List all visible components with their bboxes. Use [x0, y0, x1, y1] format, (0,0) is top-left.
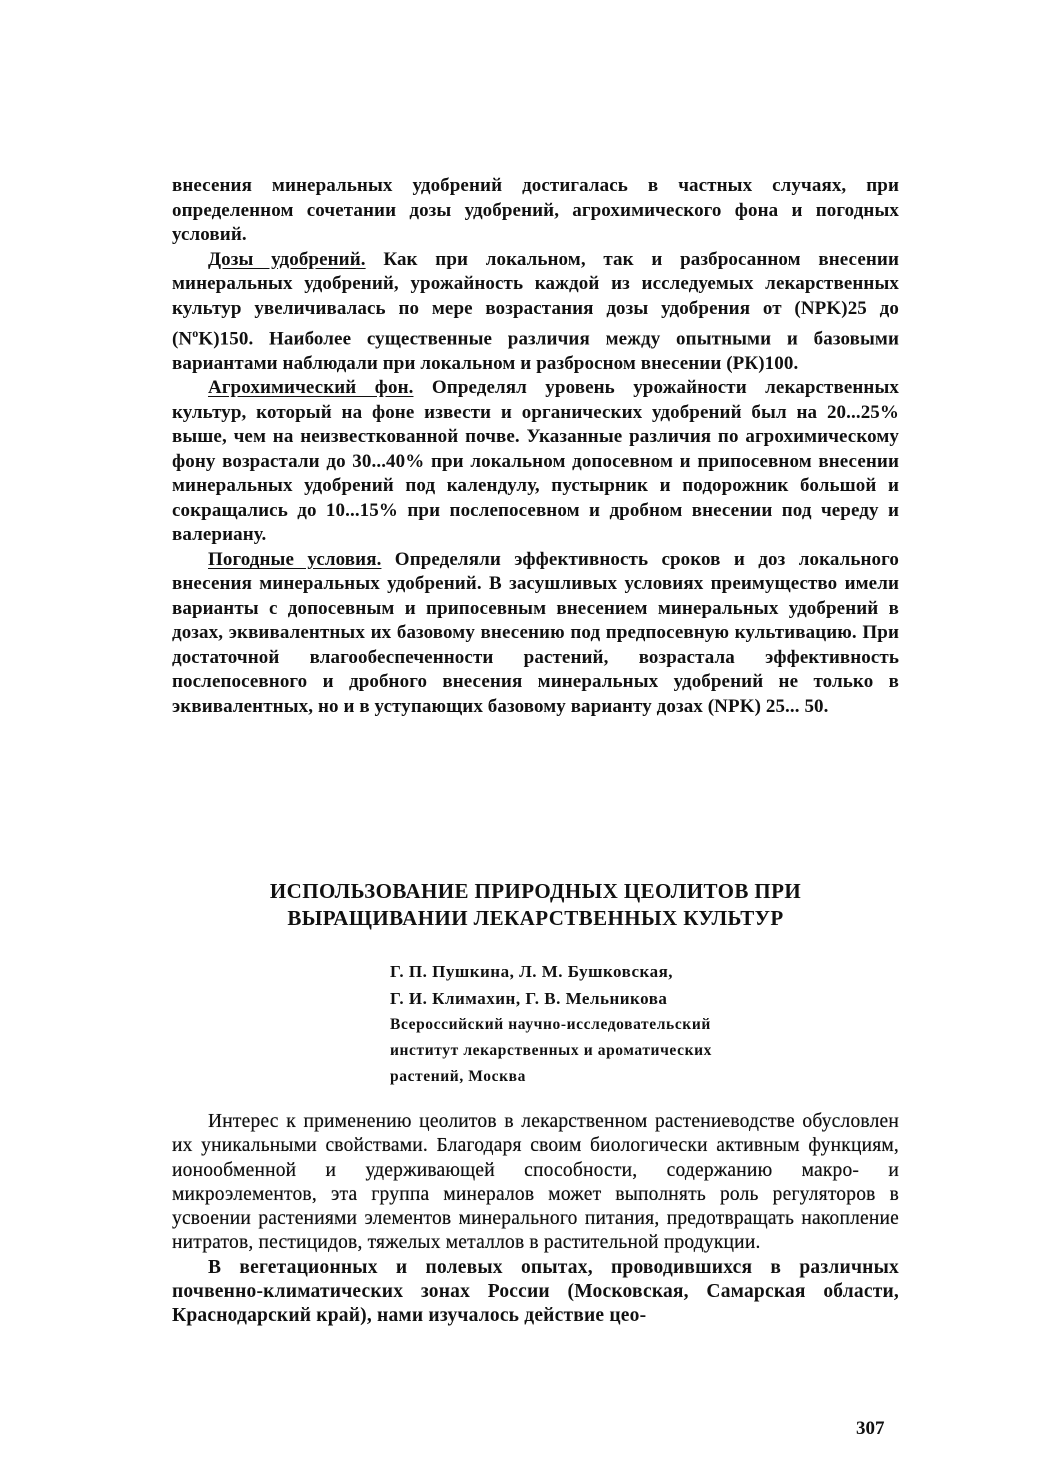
agrochem-heading: Агрохимический фон.: [208, 377, 414, 399]
weather-heading: Погодные условия.: [208, 548, 382, 570]
institute-line-2: институт лекарственных и ароматических: [390, 1042, 712, 1059]
intro-paragraph: внесения минеральных удобрений достигалась в частных случаях, при определенном сочетании дозы удобрений, агрохимического фона и погодных условий.: [172, 175, 899, 245]
top-text-section: [172, 174, 899, 719]
page-number: 307: [856, 1418, 885, 1439]
weather-paragraph: [172, 548, 899, 720]
article-body: [172, 1110, 899, 1329]
doses-heading: Дозы удобрений.: [208, 248, 366, 270]
title-line-1: ИСПОЛЬЗОВАНИЕ ПРИРОДНЫХ ЦЕОЛИТОВ ПРИ: [269, 879, 802, 903]
doses-text-after: K)150. Наиболее существенные различия между опытными и базовыми вариантами наблюдали при локальном и разбросном внесении (РК)100.: [172, 328, 899, 374]
body-paragraph-2: В вегетационных и полевых опытах, проводившихся в различных почвенно-климатических зонах России (Московская, Самарская области, Краснодарский край), нами изучалось действие цео-: [172, 1256, 899, 1327]
institute-line-1: Всероссийский научно-исследовательский: [390, 1016, 711, 1033]
authors-line-1: Г. П. Пушкина, Л. М. Бушковская,: [390, 962, 674, 981]
doses-paragraph: [172, 248, 899, 377]
body-paragraph-1: Интерес к применению цеолитов в лекарственном растениеводстве обусловлен их уникальными свойствами. Благодаря своим биологически активным функциям, ионообменной и удерживающей способности, содержанию макро- и микроэлементов, эта группа минералов может выполнять роль регуляторов в усвоении растениями элементов минерального питания, предотвращать накопление нитратов, пестицидов, тяжелых металлов в растительной продукции.: [172, 1111, 899, 1254]
title-line-2: ВЫРАЩИВАНИИ ЛЕКАРСТВЕННЫХ КУЛЬТУР: [287, 906, 784, 930]
doses-superscript: o: [192, 326, 199, 340]
article-title: [172, 878, 899, 932]
authors-block: [390, 958, 870, 1090]
doses-text: Как при локальном, так и разбросанном внесении минеральных удобрений, урожайность каждой из исследуемых лекарственных культур увеличивалась по мере возрастания дозы удобрения от (NPK)25 до (N: [172, 248, 899, 350]
agrochem-text: Определял уровень урожайности лекарственных культур, который на фоне извести и органических удобрений был на 20...25% выше, чем на неизвесткованной почве. Указанные различия по агрохимическому фону возрастали до 30...40% при локальном допосевном и припосевном внесении минеральных удобрений под календулу, пустырник и подорожник большой и сокращались до 10...15% при послепосевном и дробном внесении под череду и валериану.: [172, 377, 899, 546]
agrochem-paragraph: [172, 376, 899, 548]
institute-line-3: растений, Москва: [390, 1068, 526, 1085]
authors-line-2: Г. И. Климахин, Г. В. Мельникова: [390, 989, 668, 1008]
weather-text: Определяли эффективность сроков и доз локального внесения минеральных удобрений. В засушливых условиях преимущество имели варианты с допосевным и припосевным внесением минеральных удобрений в дозах, эквивалентных их базовому внесению под предпосевную культивацию. При достаточной влагообеспеченности растений, возрастала эффективность послепосевного и дробного внесения минеральных удобрений не только в эквивалентных, но и в уступающих базовому варианту дозах (NPK) 25... 50.: [172, 548, 900, 717]
